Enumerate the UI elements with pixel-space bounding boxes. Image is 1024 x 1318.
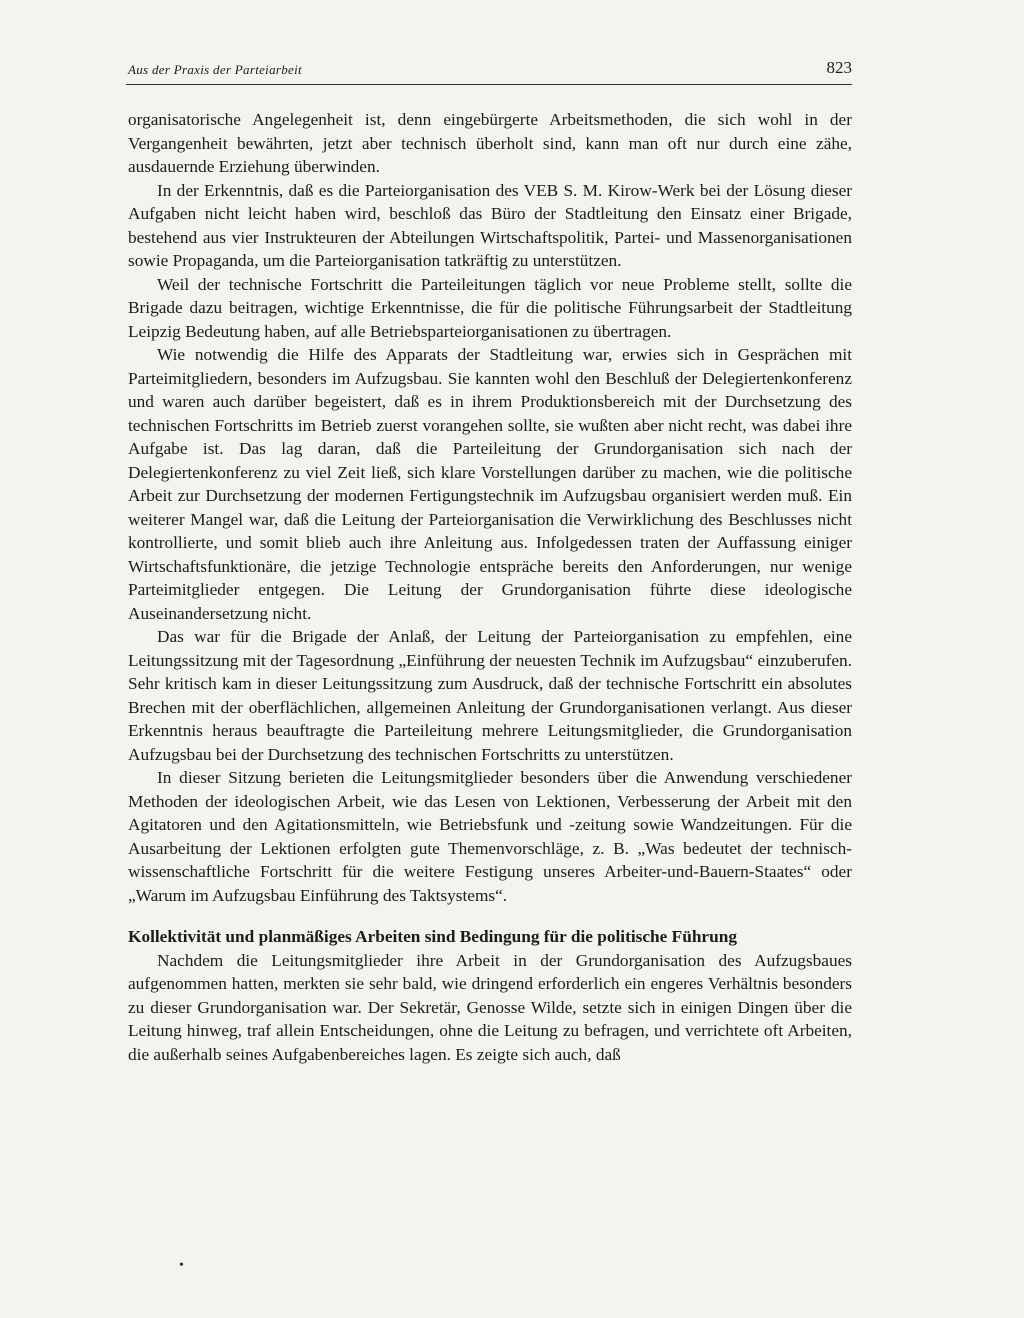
section-heading: Kollektivität und planmäßiges Arbeiten sind Bedingung für die politische Führung (128, 927, 737, 946)
running-title: Aus der Praxis der Parteiarbeit (128, 62, 302, 77)
page-header (126, 58, 852, 85)
paragraph: Das war für die Brigade der Anlaß, der Leitung der Parteiorganisation zu empfehlen, eine Leitungssitzung mit der Tagesordnung „Einführung der neuesten Technik im Aufzugsbau“ einzuberufen. Sehr kritisch kam in dieser Leitungssitzung zum Ausdruck, daß der technische Fortschritt ein absolutes Brechen mit der oberflächlichen, allgemeinen Anleitung der Grundorganisationen verlangt. Aus dieser Erkenntnis heraus beauftragte die Parteileitung mehrere Leitungsmitglieder, die Grundorganisation Aufzugsbau bei der Durchsetzung des technischen Fortschritts zu unterstützen. (128, 627, 852, 764)
text-body (128, 108, 852, 1066)
paragraph: In dieser Sitzung berieten die Leitungsmitglieder besonders über die Anwendung verschiedener Methoden der ideologischen Arbeit, wie das Lesen von Lektionen, Verbesserung der Arbeit mit den Agitatoren und den Agitationsmitteln, wie Betriebsfunk und -zeitung sowie Wandzeitungen. Für die Ausarbeitung der Lektionen erfolgten gute Themenvorschläge, z. B. „Was bedeutet der technisch-wissenschaftliche Fortschritt für die weitere Festigung unseres Arbeiter-und-Bauern-Staates“ oder „Warum im Aufzugsbau Einführung des Taktsystems“. (128, 768, 852, 905)
paragraph: Nachdem die Leitungsmitglieder ihre Arbeit in der Grundorganisation des Aufzugsbaues aufgenommen hatten, merkten sie sehr bald, wie dringend erforderlich ein engeres Verhältnis besonders zu dieser Grundorganisation war. Der Sekretär, Genosse Wilde, setzte sich in einigen Dingen über die Leitung hinweg, traf allein Entscheidungen, ohne die Leitung zu befragen, und verrichtete oft Arbeiten, die außerhalb seines Aufgabenbereiches lagen. Es zeigte sich auch, daß (128, 950, 852, 1064)
paragraph: Wie notwendig die Hilfe des Apparats der Stadtleitung war, erwies sich in Gesprächen mit Parteimitgliedern, besonders im Aufzugsbau. Sie kannten wohl den Beschluß der Delegiertenkonferenz und waren auch darüber begeistert, daß es in ihrem Produktionsbereich mit der Durchsetzung des technischen Fortschritts im Betrieb zuerst vorangehen sollte, sie wußten aber nicht recht, was dabei ihre Aufgabe ist. Das lag daran, daß die Parteileitung der Grundorganisation sich nach der Delegiertenkonferenz zu viel Zeit ließ, sich klare Vorstellungen darüber zu machen, wie die politische Arbeit zur Durchsetzung der modernen Fertigungstechnik im Aufzugsbau organisiert werden muß. Ein weiterer Mangel war, daß die Leitung der Parteiorganisation die Verwirklichung des Beschlusses nicht kontrollierte, und somit blieb auch ihre Anleitung aus. Infolgedessen traten der Auffassung einiger Wirtschaftsfunktionäre, die jetzige Technologie entspräche bereits den Anforderungen, nur wenige Parteimitglieder entgegen. Die Leitung der Grundorganisation führte diese ideologische Auseinandersetzung nicht. (128, 345, 852, 623)
page-number: 823 (826, 58, 852, 77)
paragraph: Weil der technische Fortschritt die Parteileitungen täglich vor neue Probleme stellt, sollte die Brigade dazu beitragen, wichtige Erkenntnisse, die für die politische Führungsarbeit der Stadtleitung Leipzig Bedeutung haben, auf alle Betriebsparteiorganisationen zu übertragen. (128, 274, 852, 341)
paragraph: organisatorische Angelegenheit ist, denn eingebürgerte Arbeitsmethoden, die sich wohl in der Vergangenheit bewährten, jetzt aber technisch überholt sind, kann man oft nur durch eine zähe, ausdauernde Erziehung überwinden. (128, 110, 852, 176)
footer-mark: • (179, 1258, 184, 1273)
paragraph: In der Erkenntnis, daß es die Parteiorganisation des VEB S. M. Kirow-Werk bei der Lösung dieser Aufgaben nicht leicht haben wird, beschloß das Büro der Stadtleitung den Einsatz einer Brigade, bestehend aus vier Instrukteuren der Abteilungen Wirtschaftspolitik, Partei- und Massenorganisationen sowie Propaganda, um die Parteiorganisation tatkräftig zu unterstützen. (128, 180, 852, 270)
